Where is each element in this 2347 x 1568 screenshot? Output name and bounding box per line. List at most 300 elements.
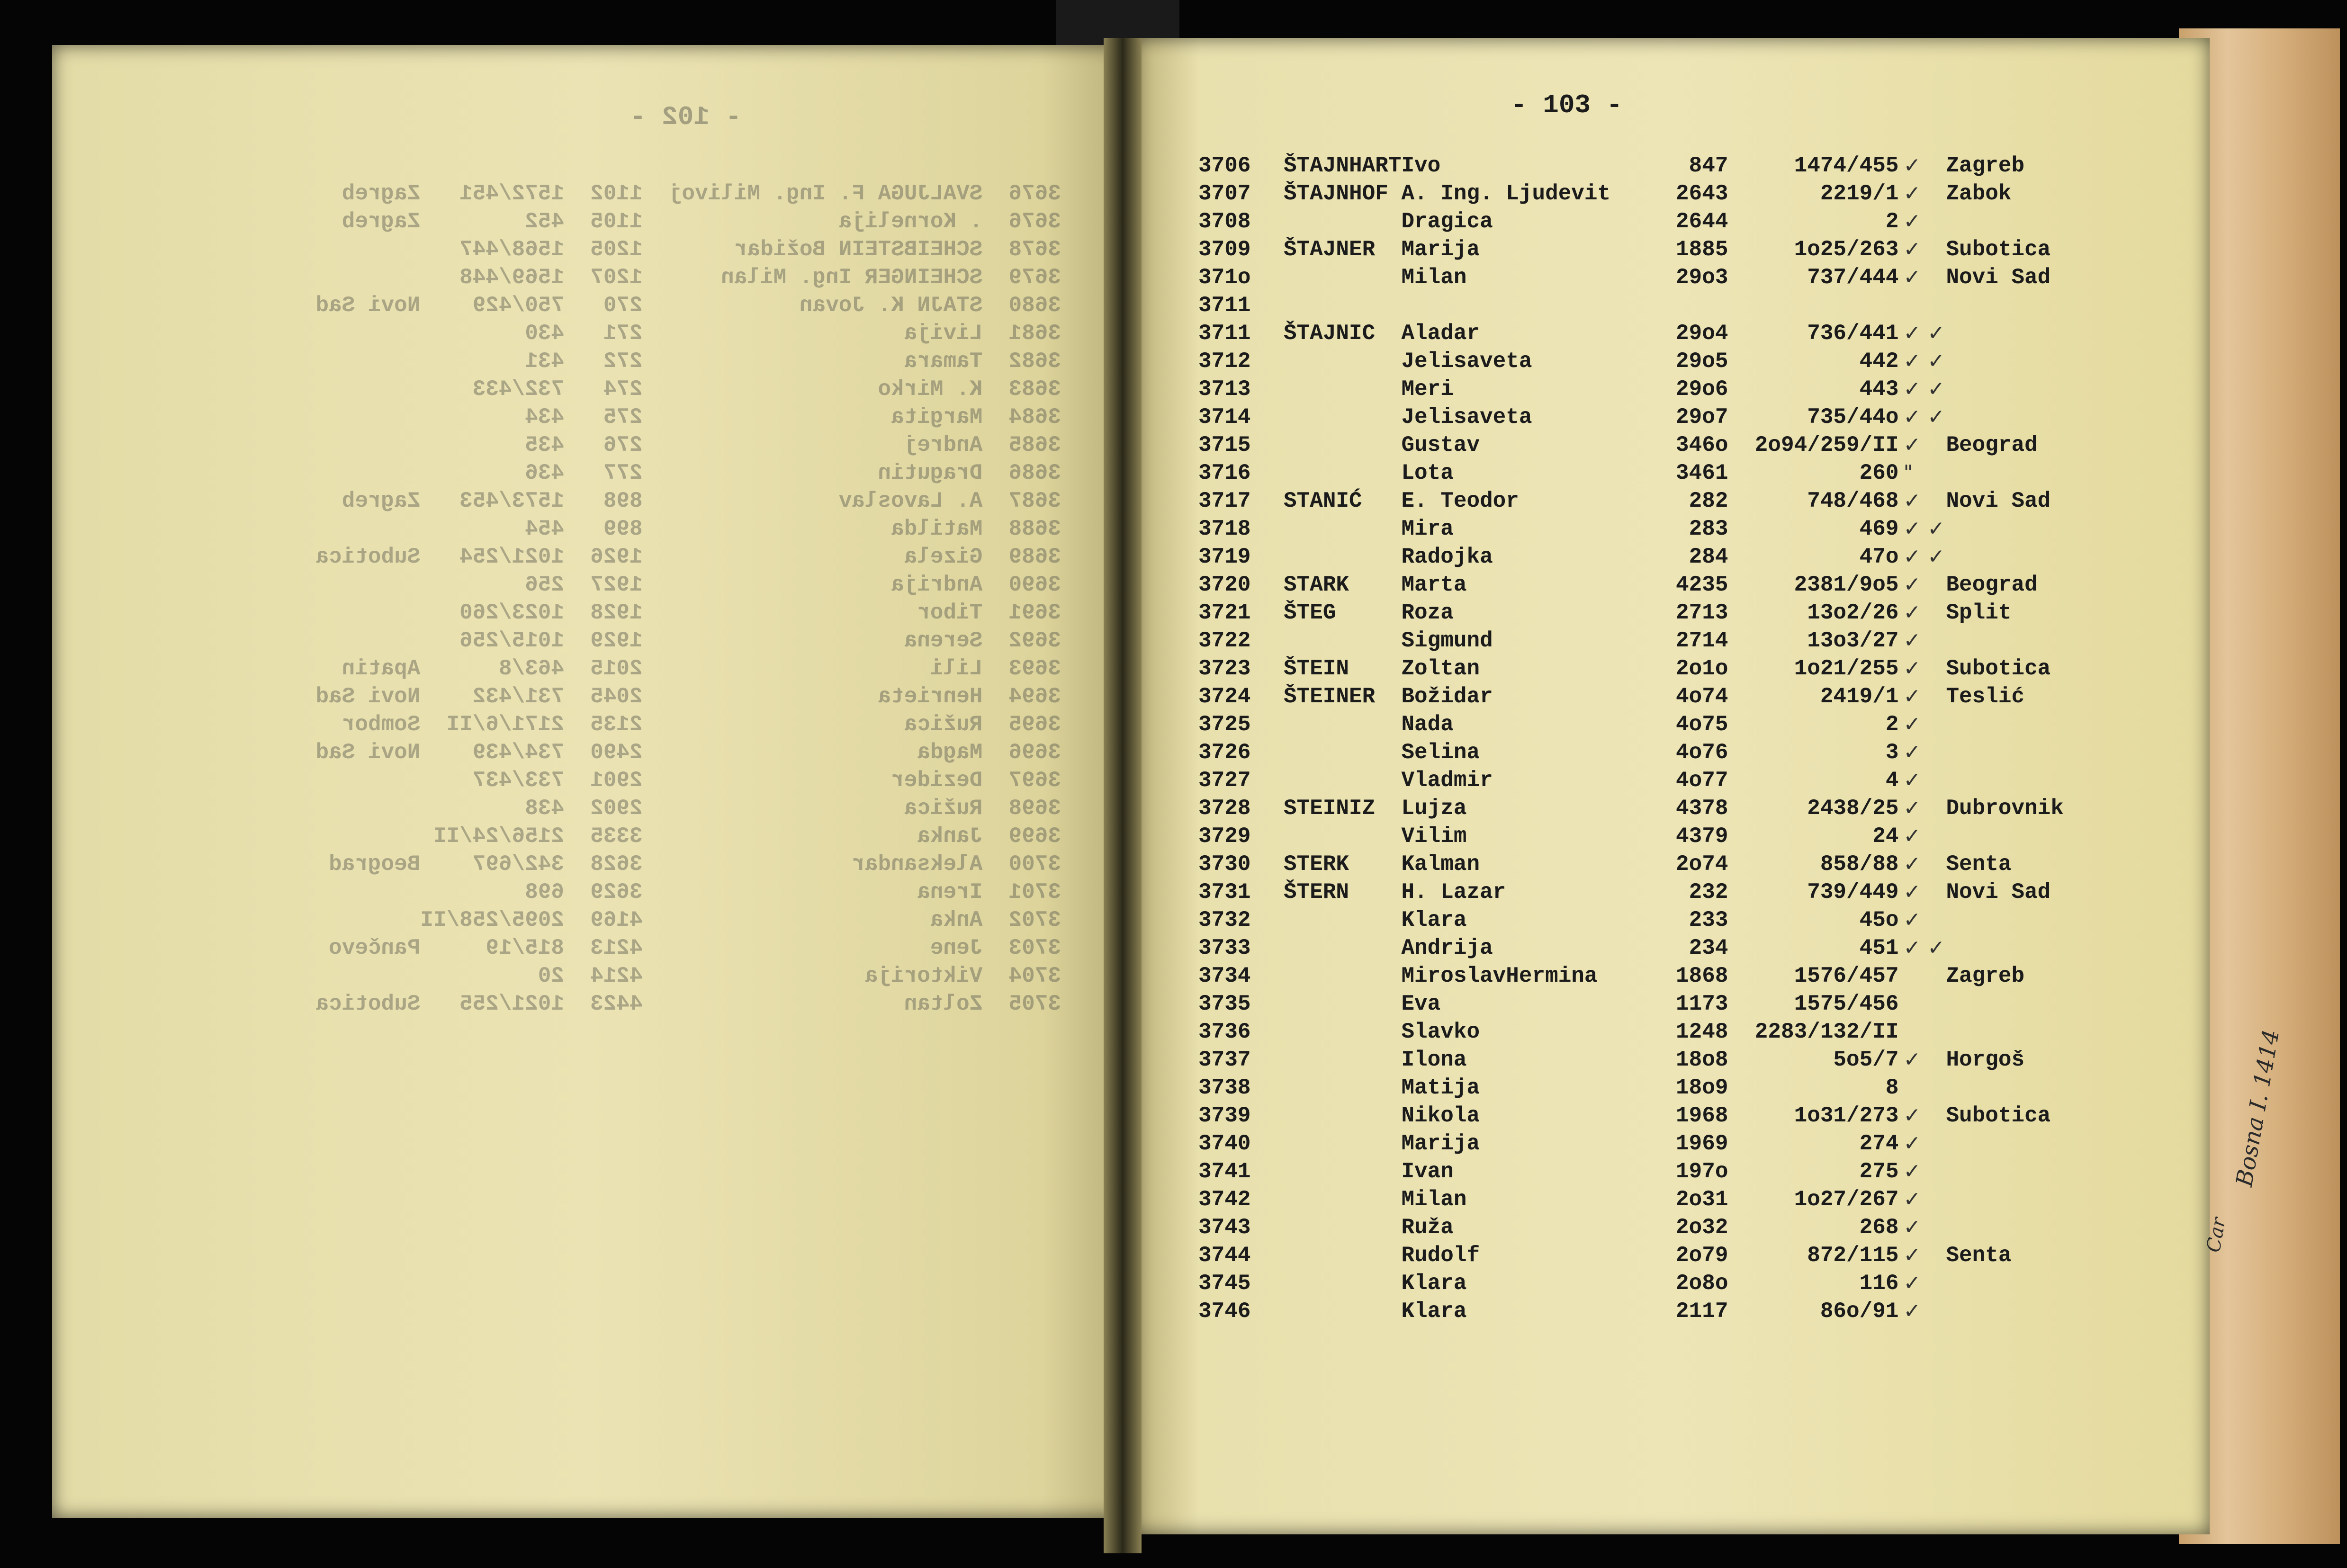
- entry-number: 3721: [1198, 600, 1251, 625]
- registration-number: 346o: [1676, 432, 1728, 457]
- reference-number: 1o27/267: [1794, 1187, 1899, 1212]
- given-name: Nada: [1401, 712, 1454, 737]
- surname: [1284, 934, 1401, 962]
- given-name: Sigmund: [1401, 628, 1493, 653]
- place: [1946, 934, 2097, 962]
- registration-number: 2714: [1676, 628, 1728, 653]
- given-name: Slavko: [1401, 1019, 1480, 1044]
- entry-number: 3711: [1198, 321, 1251, 346]
- ghost-row: 3682 Tamara 272 431: [525, 349, 1061, 374]
- place: [1946, 766, 2097, 794]
- table-row: [1198, 850, 2097, 878]
- given-name: Rudolf: [1401, 1243, 1480, 1268]
- surname: [1284, 1046, 1401, 1074]
- check-mark: ✓: [1903, 1131, 1921, 1156]
- entry-number: 3734: [1198, 963, 1251, 988]
- surname: [1284, 515, 1401, 543]
- given-name: Gustav: [1401, 432, 1480, 457]
- surname: STEINIZ: [1284, 796, 1376, 821]
- reference-number: 1576/457: [1794, 963, 1899, 988]
- check-mark: [1898, 1018, 1946, 1046]
- place: [1946, 347, 2097, 375]
- ghost-row: 3691 Tibor 1928 1023/260: [459, 600, 1061, 625]
- entry-number: 3716: [1198, 460, 1251, 485]
- table-row: [1198, 1102, 2097, 1129]
- reference-number: [1742, 291, 1898, 319]
- table-row: [1198, 263, 2097, 291]
- ghost-row: 3699 Janka 3335 2156/24/II: [433, 824, 1061, 849]
- given-name: Roza: [1401, 600, 1454, 625]
- reference-number: 13o2/26: [1807, 600, 1899, 625]
- surname: [1284, 1074, 1401, 1102]
- reference-number: 2419/1: [1820, 684, 1899, 709]
- reference-number: 469: [1859, 516, 1899, 541]
- place: Teslić: [1946, 684, 2025, 709]
- reference-number: 5o5/7: [1833, 1047, 1899, 1072]
- given-name: MiroslavHermina: [1401, 963, 1598, 988]
- surname: [1284, 347, 1401, 375]
- given-name: Klara: [1401, 1299, 1467, 1324]
- check-mark: [1898, 1074, 1946, 1102]
- surname: [1284, 906, 1401, 934]
- table-row: [1198, 319, 2097, 347]
- entry-number: 3727: [1198, 768, 1251, 793]
- entry-number: 3715: [1198, 432, 1251, 457]
- table-row: [1198, 375, 2097, 403]
- entry-number: 3706: [1198, 153, 1251, 178]
- reference-number: 872/115: [1807, 1243, 1899, 1268]
- surname: [1284, 710, 1401, 738]
- ghost-row: 3676 . Kornelija 1105 452 Zagreb: [342, 209, 1061, 234]
- ghost-row: 3686 Dragutin 277 436: [525, 461, 1061, 485]
- registration-number: 1173: [1676, 991, 1728, 1016]
- table-row: [1198, 487, 2097, 515]
- entry-number: 3729: [1198, 824, 1251, 849]
- registration-number: 2o32: [1676, 1215, 1728, 1240]
- entry-number: 3714: [1198, 404, 1251, 430]
- entry-number: 3723: [1198, 656, 1251, 681]
- check-mark: ✓: [1903, 153, 1921, 178]
- table-row: [1198, 1157, 2097, 1185]
- entry-number: 3724: [1198, 684, 1251, 709]
- registration-number: 847: [1689, 153, 1728, 178]
- table-row: [1198, 1241, 2097, 1269]
- table-row: [1198, 179, 2097, 207]
- reference-number: 274: [1859, 1131, 1899, 1156]
- given-name: Klara: [1401, 907, 1467, 932]
- check-mark: ✓ ✓: [1903, 405, 1945, 429]
- reference-number: 116: [1859, 1271, 1899, 1296]
- given-name: Jelisaveta: [1401, 404, 1532, 430]
- table-row: [1198, 1046, 2097, 1074]
- entry-number: 3740: [1198, 1131, 1251, 1156]
- place: Senta: [1946, 1243, 2012, 1268]
- surname: [1284, 1185, 1401, 1213]
- place: [1946, 403, 2097, 431]
- ghost-row: 3689 Gizela 1926 1021/254 Subotica: [315, 545, 1061, 569]
- ghost-row: 3693 Lili 2015 463/8 Apatin: [342, 656, 1061, 681]
- given-name: Ivo: [1401, 153, 1441, 178]
- entry-number: 3708: [1198, 209, 1251, 234]
- registration-number: 29o5: [1676, 349, 1728, 374]
- registration-number: 4235: [1676, 572, 1728, 597]
- reference-number: 735/44o: [1807, 404, 1899, 430]
- given-name: Božidar: [1401, 684, 1493, 709]
- given-name: Vladmir: [1401, 768, 1493, 793]
- ghost-row: 3680 STAJN K. Jovan 270 750/429 Novi Sad: [315, 293, 1061, 318]
- table-row: [1198, 235, 2097, 263]
- table-row: [1198, 990, 2097, 1018]
- reference-number: 2283/132/II: [1754, 1019, 1899, 1044]
- given-name: Radojka: [1401, 544, 1493, 569]
- ghost-row: 3681 Livija 271 430: [525, 321, 1061, 346]
- reference-number: 1o31/273: [1794, 1103, 1899, 1128]
- entry-number: 3707: [1198, 181, 1251, 206]
- ghost-row: 3697 Dezider 2901 733/437: [472, 768, 1061, 793]
- check-mark: ✓ ✓: [1903, 517, 1945, 541]
- entry-number: 3741: [1198, 1159, 1251, 1184]
- place: Subotica: [1946, 1103, 2051, 1128]
- surname: ŠTAJNER: [1284, 237, 1376, 262]
- check-mark: ✓: [1903, 573, 1921, 597]
- registration-number: 234: [1689, 935, 1728, 960]
- check-mark: ✓: [1903, 1187, 1921, 1211]
- check-mark: [1898, 962, 1946, 990]
- surname: [1284, 990, 1401, 1018]
- table-row: [1198, 152, 2097, 179]
- check-mark: ✓ ✓: [1903, 349, 1945, 373]
- given-name: Selina: [1401, 740, 1480, 765]
- entry-number: 3733: [1198, 935, 1251, 960]
- registration-number: 2o74: [1676, 851, 1728, 877]
- left-page-number: - 102 -: [630, 102, 742, 132]
- entry-number: 3731: [1198, 879, 1251, 905]
- check-mark: ✓: [1903, 1271, 1921, 1295]
- place: [1946, 375, 2097, 403]
- surname: [1284, 431, 1401, 459]
- left-page-bleed-through-text: [161, 180, 1061, 1018]
- table-row: [1198, 794, 2097, 822]
- ghost-row: 3676 SVALJUGA F. Ing. Milivoj 1102 1572/451 Zagreb: [342, 181, 1061, 206]
- table-row: [1198, 738, 2097, 766]
- check-mark: ✓: [1903, 1103, 1921, 1128]
- given-name: H. Lazar: [1401, 879, 1506, 905]
- given-name: Zoltan: [1401, 656, 1480, 681]
- surname: [1284, 738, 1401, 766]
- reference-number: 748/468: [1807, 488, 1899, 513]
- surname: [1284, 459, 1401, 487]
- table-row: [1198, 459, 2097, 487]
- place: [1946, 710, 2097, 738]
- place: [1946, 1297, 2097, 1325]
- given-name: Lota: [1401, 460, 1454, 485]
- surname: [1284, 627, 1401, 654]
- check-mark: ✓: [1903, 265, 1921, 289]
- table-row: [1198, 207, 2097, 235]
- place: Subotica: [1946, 237, 2051, 262]
- table-row: [1198, 515, 2097, 543]
- handwritten-margin-note: Bosna I. 1414: [2231, 1027, 2285, 1189]
- ghost-row: 3687 A. Lavoslav 898 1573/453 Zagreb: [342, 489, 1061, 513]
- check-mark: ✓: [1903, 908, 1921, 932]
- register-table: [1198, 152, 2097, 1325]
- place: [1946, 822, 2097, 850]
- entry-number: 3735: [1198, 991, 1251, 1016]
- place: Zagreb: [1946, 963, 2025, 988]
- check-mark: ✓: [1903, 796, 1921, 820]
- table-row: [1198, 1269, 2097, 1297]
- place: Subotica: [1946, 656, 2051, 681]
- table-row: [1198, 1129, 2097, 1157]
- place: [1946, 1185, 2097, 1213]
- check-mark: ✓: [1903, 1215, 1921, 1239]
- entry-number: 3736: [1198, 1019, 1251, 1044]
- entry-number: 3744: [1198, 1243, 1251, 1268]
- ghost-row: 3690 Andrija 1927 256: [525, 573, 1061, 597]
- registration-number: 2o31: [1676, 1187, 1728, 1212]
- entry-number: 3742: [1198, 1187, 1251, 1212]
- registration-number: 4o75: [1676, 712, 1728, 737]
- entry-number: 3725: [1198, 712, 1251, 737]
- ghost-row: 3701 Irena 3629 698: [525, 880, 1061, 905]
- registration-number: 1868: [1676, 963, 1728, 988]
- place: Novi Sad: [1946, 488, 2051, 513]
- reference-number: 4: [1885, 768, 1899, 793]
- registration-number: 4378: [1676, 796, 1728, 821]
- table-row: [1198, 599, 2097, 627]
- entry-number: 3738: [1198, 1075, 1251, 1100]
- place: [1946, 1129, 2097, 1157]
- reference-number: 1o21/255: [1794, 656, 1899, 681]
- check-mark: ✓: [1903, 1299, 1921, 1323]
- entry-number: 3746: [1198, 1299, 1251, 1324]
- reference-number: 2: [1885, 209, 1899, 234]
- ghost-row: 3692 Serena 1929 1015/256: [459, 628, 1061, 653]
- reference-number: 451: [1859, 935, 1899, 960]
- place: [1946, 543, 2097, 571]
- reference-number: 2381/9o5: [1794, 572, 1899, 597]
- check-mark: ✓: [1903, 181, 1921, 206]
- reference-number: 45o: [1859, 907, 1899, 932]
- table-row: [1198, 822, 2097, 850]
- table-row: [1198, 431, 2097, 459]
- entry-number: 3726: [1198, 740, 1251, 765]
- surname: STANIĆ: [1284, 488, 1362, 513]
- place: Zagreb: [1946, 153, 2025, 178]
- table-row: [1198, 1074, 2097, 1102]
- ghost-row: 3685 Andrej 276 435: [525, 433, 1061, 457]
- surname: STERK: [1284, 851, 1349, 877]
- table-row: [1198, 934, 2097, 962]
- place: [1946, 515, 2097, 543]
- reference-number: 443: [1859, 376, 1899, 402]
- given-name: Aladar: [1401, 321, 1480, 346]
- registration-number: 29o4: [1676, 321, 1728, 346]
- entry-number: 3717: [1198, 488, 1251, 513]
- registration-number: 2o1o: [1676, 656, 1728, 681]
- check-mark: [1898, 990, 1946, 1018]
- surname: [1284, 207, 1401, 235]
- check-mark: ✓: [1903, 880, 1921, 904]
- given-name: Lujza: [1401, 796, 1467, 821]
- check-mark: ✓: [1903, 824, 1921, 848]
- check-mark: ✓: [1903, 489, 1921, 513]
- registration-number: 4o76: [1676, 740, 1728, 765]
- place: Beograd: [1946, 572, 2038, 597]
- place: Senta: [1946, 851, 2012, 877]
- given-name: Klara: [1401, 1271, 1467, 1296]
- registration-number: 2117: [1676, 1299, 1728, 1324]
- entry-number: 3718: [1198, 516, 1251, 541]
- given-name: Ivan: [1401, 1159, 1454, 1184]
- table-row: [1198, 766, 2097, 794]
- entry-number: 3711: [1198, 293, 1251, 318]
- reference-number: 3: [1885, 740, 1899, 765]
- entry-number: 3737: [1198, 1047, 1251, 1072]
- surname: [1284, 375, 1401, 403]
- check-mark: ✓: [1903, 712, 1921, 736]
- ghost-row: 3694 Henrieta 2045 731/432 Novi Sad: [315, 684, 1061, 709]
- check-mark: ✓: [1903, 600, 1921, 625]
- table-row: [1198, 1185, 2097, 1213]
- check-mark: ✓: [1903, 628, 1921, 653]
- place: Dubrovnik: [1946, 796, 2064, 821]
- surname: [1284, 1157, 1401, 1185]
- table-row: [1198, 291, 2097, 319]
- check-mark: ": [1903, 461, 1913, 485]
- reference-number: 858/88: [1820, 851, 1899, 877]
- registration-number: 233: [1689, 907, 1728, 932]
- ghost-row: 3705 Zoltan 4423 1021/255 Subotica: [315, 992, 1061, 1016]
- given-name: A. Ing. Ljudevit: [1401, 181, 1611, 206]
- entry-number: 3739: [1198, 1103, 1251, 1128]
- reference-number: 2: [1885, 712, 1899, 737]
- ghost-row: 3688 Matilda 899 454: [525, 517, 1061, 541]
- entry-number: 3730: [1198, 851, 1251, 877]
- given-name: Kalman: [1401, 851, 1480, 877]
- table-row: [1198, 403, 2097, 431]
- registration-number: [1638, 291, 1742, 319]
- registration-number: 2713: [1676, 600, 1728, 625]
- table-row: [1198, 906, 2097, 934]
- given-name: E. Teodor: [1401, 488, 1519, 513]
- place: [1946, 1157, 2097, 1185]
- surname: ŠTAJNHOF: [1284, 181, 1388, 206]
- reference-number: 2o94/259/II: [1754, 432, 1899, 457]
- registration-number: 2643: [1676, 181, 1728, 206]
- given-name: [1401, 291, 1638, 319]
- table-row: [1198, 571, 2097, 599]
- reference-number: 24: [1872, 824, 1899, 849]
- ghost-row: 3678 SCHEIBSTEIN Božidar 1205 1568/447: [459, 237, 1061, 262]
- table-row: [1198, 1297, 2097, 1325]
- surname: [1284, 403, 1401, 431]
- check-mark: ✓: [1903, 768, 1921, 792]
- ghost-row: 3703 Jene 4213 815/19 Pančevo: [329, 936, 1061, 960]
- surname: [1284, 1297, 1401, 1325]
- given-name: Jelisaveta: [1401, 349, 1532, 374]
- registration-number: 4o74: [1676, 684, 1728, 709]
- place: [1946, 738, 2097, 766]
- table-row: [1198, 962, 2097, 990]
- place: Zabok: [1946, 181, 2012, 206]
- reference-number: 1575/456: [1794, 991, 1899, 1016]
- surname: ŠTAJNHART: [1284, 153, 1402, 178]
- entry-number: 3712: [1198, 349, 1251, 374]
- surname: ŠTEINER: [1284, 684, 1376, 709]
- registration-number: 29o7: [1676, 404, 1728, 430]
- registration-number: 29o6: [1676, 376, 1728, 402]
- check-mark: ✓ ✓: [1903, 321, 1945, 345]
- check-mark: ✓: [1903, 237, 1921, 261]
- given-name: Matija: [1401, 1075, 1480, 1100]
- reference-number: 47o: [1859, 544, 1899, 569]
- check-mark: ✓: [1903, 1048, 1921, 1072]
- surname: [1284, 1213, 1401, 1241]
- registration-number: 4379: [1676, 824, 1728, 849]
- ghost-row: 3698 Ružica 2902 438: [525, 796, 1061, 821]
- ghost-row: 3679 SCHEINGER Ing. Milan 1207 1569/448: [459, 265, 1061, 290]
- given-name: Marta: [1401, 572, 1467, 597]
- reference-number: 736/441: [1807, 321, 1899, 346]
- registration-number: 1248: [1676, 1019, 1728, 1044]
- reference-number: 2219/1: [1820, 181, 1899, 206]
- reference-number: 268: [1859, 1215, 1899, 1240]
- place: [1946, 1269, 2097, 1297]
- check-mark: ✓: [1903, 852, 1921, 876]
- table-row: [1198, 627, 2097, 654]
- ghost-row: 3704 Viktorija 4214 20: [538, 964, 1061, 988]
- entry-number: 3722: [1198, 628, 1251, 653]
- ghost-row: 3695 Ružica 2135 2171/6/II Sombor: [342, 712, 1061, 737]
- ghost-row: 3702 Anka 4169 2095/258/II: [420, 908, 1061, 932]
- given-name: Dragica: [1401, 209, 1493, 234]
- check-mark: ✓: [1903, 209, 1921, 233]
- registration-number: 1968: [1676, 1103, 1728, 1128]
- check-mark: [1898, 291, 1946, 319]
- place: [1946, 207, 2097, 235]
- ghost-row: 3696 Magda 2490 734/439 Novi Sad: [315, 740, 1061, 765]
- check-mark: ✓ ✓: [1903, 936, 1945, 960]
- reference-number: 1474/455: [1794, 153, 1899, 178]
- surname: [1284, 1102, 1401, 1129]
- registration-number: 2o8o: [1676, 1271, 1728, 1296]
- check-mark: ✓ ✓: [1903, 377, 1945, 401]
- surname: ŠTEIN: [1284, 656, 1349, 681]
- table-row: [1198, 1213, 2097, 1241]
- registration-number: 1969: [1676, 1131, 1728, 1156]
- surname: [1284, 1018, 1401, 1046]
- registration-number: 282: [1689, 488, 1728, 513]
- place: [1946, 990, 2097, 1018]
- surname: [1284, 962, 1401, 990]
- surname: [1284, 1241, 1401, 1269]
- check-mark: ✓: [1903, 433, 1921, 457]
- surname: ŠTAJNIC: [1284, 321, 1376, 346]
- surname: ŠTEG: [1284, 600, 1336, 625]
- table-row: [1198, 543, 2097, 571]
- place: [1946, 1074, 2097, 1102]
- entry-number: 3720: [1198, 572, 1251, 597]
- place: Horgoš: [1946, 1047, 2025, 1072]
- place: [1946, 1018, 2097, 1046]
- entry-number: 3713: [1198, 376, 1251, 402]
- reference-number: 739/449: [1807, 879, 1899, 905]
- place: Beograd: [1946, 432, 2038, 457]
- registration-number: 197o: [1676, 1159, 1728, 1184]
- place: [1946, 459, 2097, 487]
- given-name: Milan: [1401, 265, 1467, 290]
